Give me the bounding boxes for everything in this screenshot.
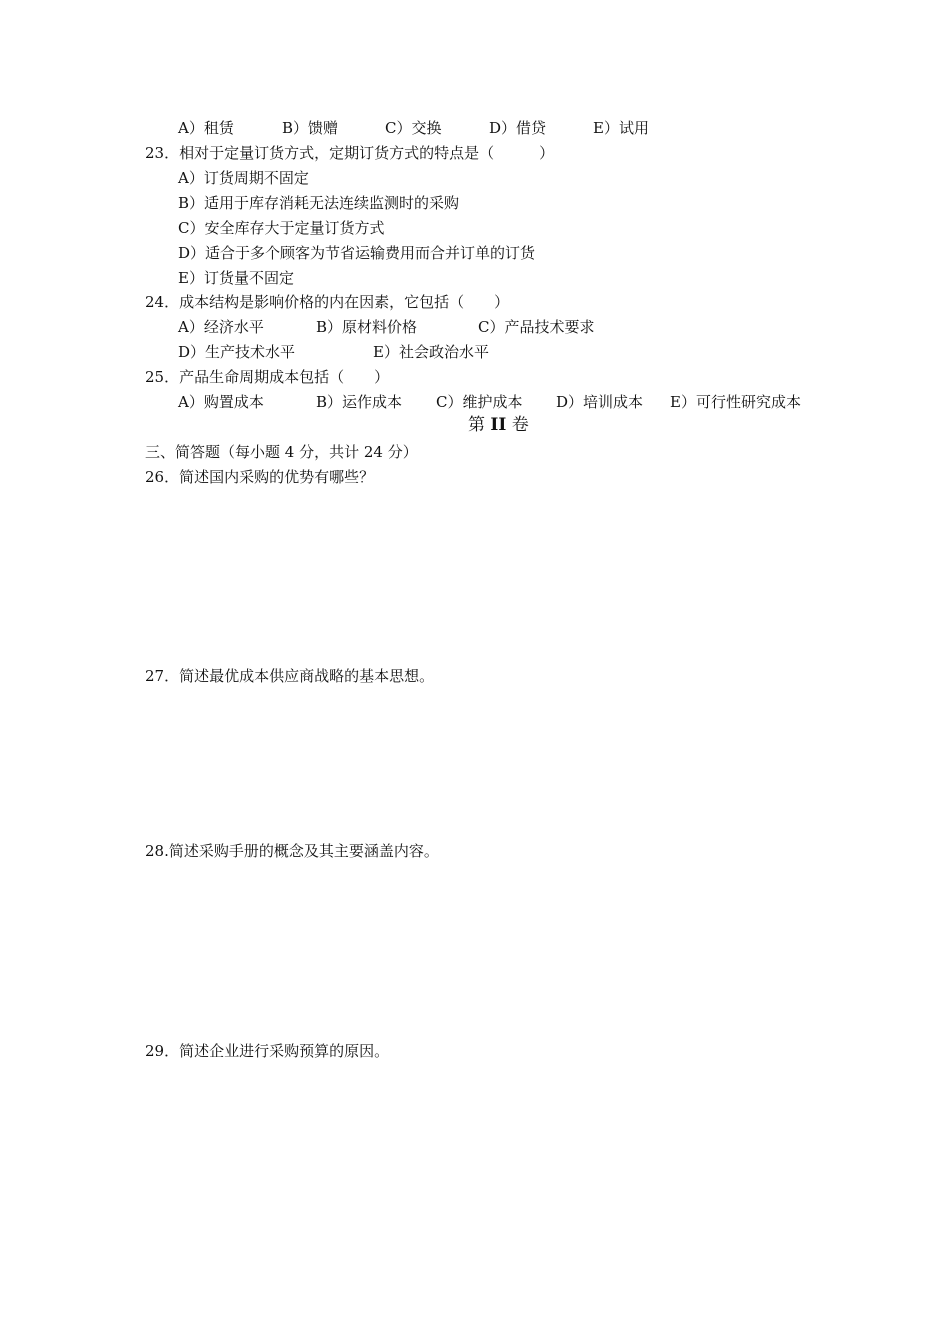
q29: 29．简述企业进行采购预算的原因。 <box>145 1042 390 1060</box>
q22-option-b: B）馈赠 <box>282 119 339 137</box>
q23-option-a: A）订货周期不固定 <box>178 169 309 187</box>
q24-stem: 24．成本结构是影响价格的内在因素，它包括（ ） <box>145 293 510 311</box>
q24-option-c: C）产品技术要求 <box>478 318 595 336</box>
q25-option-c: C）维护成本 <box>436 393 523 411</box>
q22-option-a: A）租赁 <box>178 119 234 137</box>
q22-option-d: D）借贷 <box>489 119 547 137</box>
volume-title-prefix: 第 <box>468 415 491 435</box>
q24-option-d: D）生产技术水平 <box>178 343 296 361</box>
q25-option-a: A）购置成本 <box>178 393 264 411</box>
q23-stem: 23．相对于定量订货方式，定期订货方式的特点是（ ） <box>145 144 555 162</box>
q25-option-d: D）培训成本 <box>556 393 644 411</box>
section3-header: 三、简答题（每小题 4 分，共计 24 分） <box>145 443 418 461</box>
q28: 28.简述采购手册的概念及其主要涵盖内容。 <box>145 842 439 860</box>
q24-option-e: E）社会政治水平 <box>373 343 489 361</box>
q23-option-c: C）安全库存大于定量订货方式 <box>178 219 385 237</box>
q26: 26．简述国内采购的优势有哪些？ <box>145 468 375 486</box>
volume-title-suffix: 卷 <box>506 415 529 435</box>
q25-stem: 25．产品生命周期成本包括（ ） <box>145 368 390 386</box>
q22-option-c: C）交换 <box>385 119 442 137</box>
q22-option-e: E）试用 <box>593 119 649 137</box>
volume-title <box>468 414 529 436</box>
q25-option-b: B）运作成本 <box>316 393 403 411</box>
q27: 27．简述最优成本供应商战略的基本思想。 <box>145 667 435 685</box>
q24-option-a: A）经济水平 <box>178 318 264 336</box>
q24-option-b: B）原材料价格 <box>316 318 418 336</box>
volume-title-numeral: II <box>490 415 507 435</box>
q25-option-e: E）可行性研究成本 <box>670 393 801 411</box>
q23-option-e: E）订货量不固定 <box>178 269 294 287</box>
q23-option-b: B）适用于库存消耗无法连续监测时的采购 <box>178 194 460 212</box>
q23-option-d: D）适合于多个顾客为节省运输费用而合并订单的订货 <box>178 244 536 262</box>
